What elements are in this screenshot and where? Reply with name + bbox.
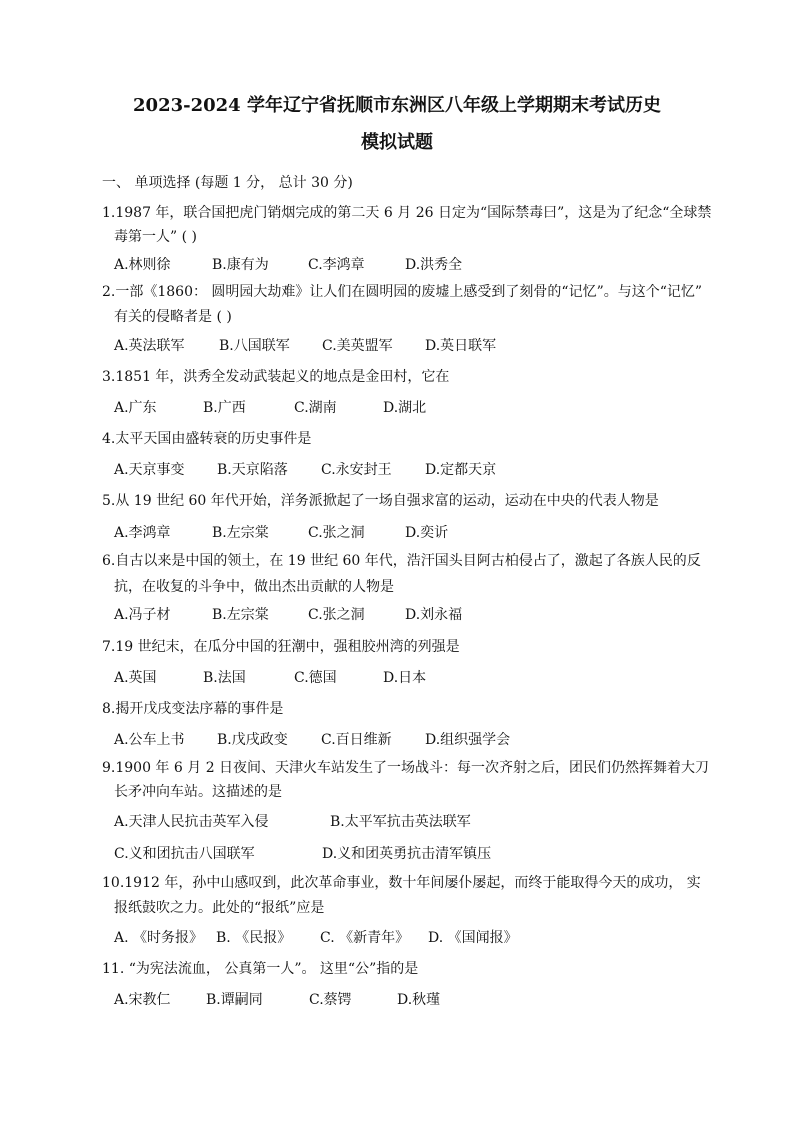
question-11-option-a: A.宋教仁 [114,992,171,1008]
question-9-option-c: C.义和团抗击八国联军 [114,846,255,862]
question-10-option-a: A. 《时务报》 [114,930,204,946]
question-9-text-cont: 长矛冲向车站。这描述的是 [114,784,282,800]
question-9-text: 9.1900 年 6 月 2 日夜间、天津火车站发生了一场战斗：每一次齐射之后，团民们仍然挥舞着大刀 [102,760,710,776]
question-3-option-c: C.湖南 [294,400,337,416]
question-11-text: 11. “为宪法流血， 公真第一人”。 这里“公”指的是 [102,961,419,977]
question-9-option-a: A.天津人民抗击英军入侵 [114,814,269,830]
question-1-option-b: B.康有为 [212,257,269,273]
question-10-text-cont: 报纸鼓吹之力。此处的“报纸”应是 [114,900,325,916]
question-2-option-a: A.英法联军 [114,338,185,354]
section-heading: 一、 单项选择 (每题 1 分， 总计 30 分) [102,175,353,191]
question-6-option-d: D.刘永福 [405,607,463,623]
question-5-option-c: C.张之洞 [308,525,365,541]
question-5-option-b: B.左宗棠 [212,525,269,541]
question-1-option-c: C.李鸿章 [308,257,365,273]
question-6-option-a: A.冯子材 [114,607,171,623]
question-5-text: 5.从 19 世纪 60 年代开始，洋务派掀起了一场自强求富的运动，运动在中央的代表人物是 [102,493,659,509]
question-1-text: 1.1987 年，联合国把虎门销烟完成的第二天 6 月 26 日定为“国际禁毒曰”，这是为了纪念“全球禁 [102,205,712,221]
question-4-option-d: D.定都天京 [425,462,497,478]
question-8-option-c: C.百日维新 [321,732,392,748]
question-1-text-cont: 毒第一人” ( ) [114,229,197,245]
question-7-option-b: B.法国 [203,670,246,686]
question-4-text: 4.太平天国由盛转衰的历史事件是 [102,431,312,447]
question-5-option-d: D.奕䜣 [405,525,449,541]
question-4-option-b: B.天京陷落 [217,462,288,478]
question-1-option-a: A.林则徐 [114,257,171,273]
question-5-option-a: A.李鸿章 [114,525,171,541]
question-3-option-b: B.广西 [203,400,246,416]
question-10-option-b: B. 《民报》 [216,930,292,946]
question-7-option-a: A.英国 [114,670,157,686]
question-6-option-b: B.左宗棠 [212,607,269,623]
exam-title: 2023-2024 学年辽宁省抚顺市东洲区八年级上学期期末考试历史 [133,95,661,116]
question-7-option-d: D.日本 [383,670,427,686]
question-2-option-d: D.英日联军 [425,338,497,354]
question-8-option-d: D.组织强学会 [425,732,511,748]
question-7-text: 7.19 世纪末，在瓜分中国的狂潮中，强租胶州湾的列强是 [102,639,460,655]
question-10-option-d: D. 《国闻报》 [428,930,518,946]
question-8-option-b: B.戊戌政变 [217,732,288,748]
question-8-text: 8.揭开戊戌变法序幕的事件是 [102,701,284,717]
exam-subtitle: 模拟试题 [361,132,433,153]
question-4-option-c: C.永安封王 [321,462,392,478]
question-9-option-b: B.太平军抗击英法联军 [330,814,471,830]
question-10-text: 10.1912 年，孙中山感叹到，此次革命事业，数十年间屡仆屡起，而终于能取得今天的成功， 实 [102,875,701,891]
question-2-option-b: B.八国联军 [219,338,290,354]
question-11-option-c: C.蔡锷 [309,992,352,1008]
question-1-option-d: D.洪秀全 [405,257,463,273]
question-2-text-cont: 有关的侵略者是 ( ) [114,309,232,325]
question-11-option-d: D.秋瑾 [397,992,441,1008]
question-3-text: 3.1851 年，洪秀全发动武装起义的地点是金田村，它在 [102,369,450,385]
question-3-option-d: D.湖北 [383,400,427,416]
question-11-option-b: B.谭嗣同 [206,992,263,1008]
question-6-text-cont: 抗，在收复的斗争中，做出杰出贡献的人物是 [114,579,394,595]
question-2-text: 2.一部《1860： 圆明园大劫难》让人们在圆明园的废墟上感受到了刻骨的“记忆”。与这个“记忆” [102,284,703,300]
question-8-option-a: A.公车上书 [114,732,185,748]
question-7-option-c: C.德国 [294,670,337,686]
question-10-option-c: C. 《新青年》 [320,930,410,946]
question-4-option-a: A.天京事变 [114,462,185,478]
question-2-option-c: C.美英盟军 [322,338,393,354]
question-6-text: 6.自古以来是中国的领土，在 19 世纪 60 年代，浩汗国头目阿古柏侵占了，激起了各族人民的反 [102,553,701,569]
question-6-option-c: C.张之洞 [308,607,365,623]
question-3-option-a: A.广东 [114,400,157,416]
question-9-option-d: D.义和团英勇抗击清军镇压 [322,846,492,862]
